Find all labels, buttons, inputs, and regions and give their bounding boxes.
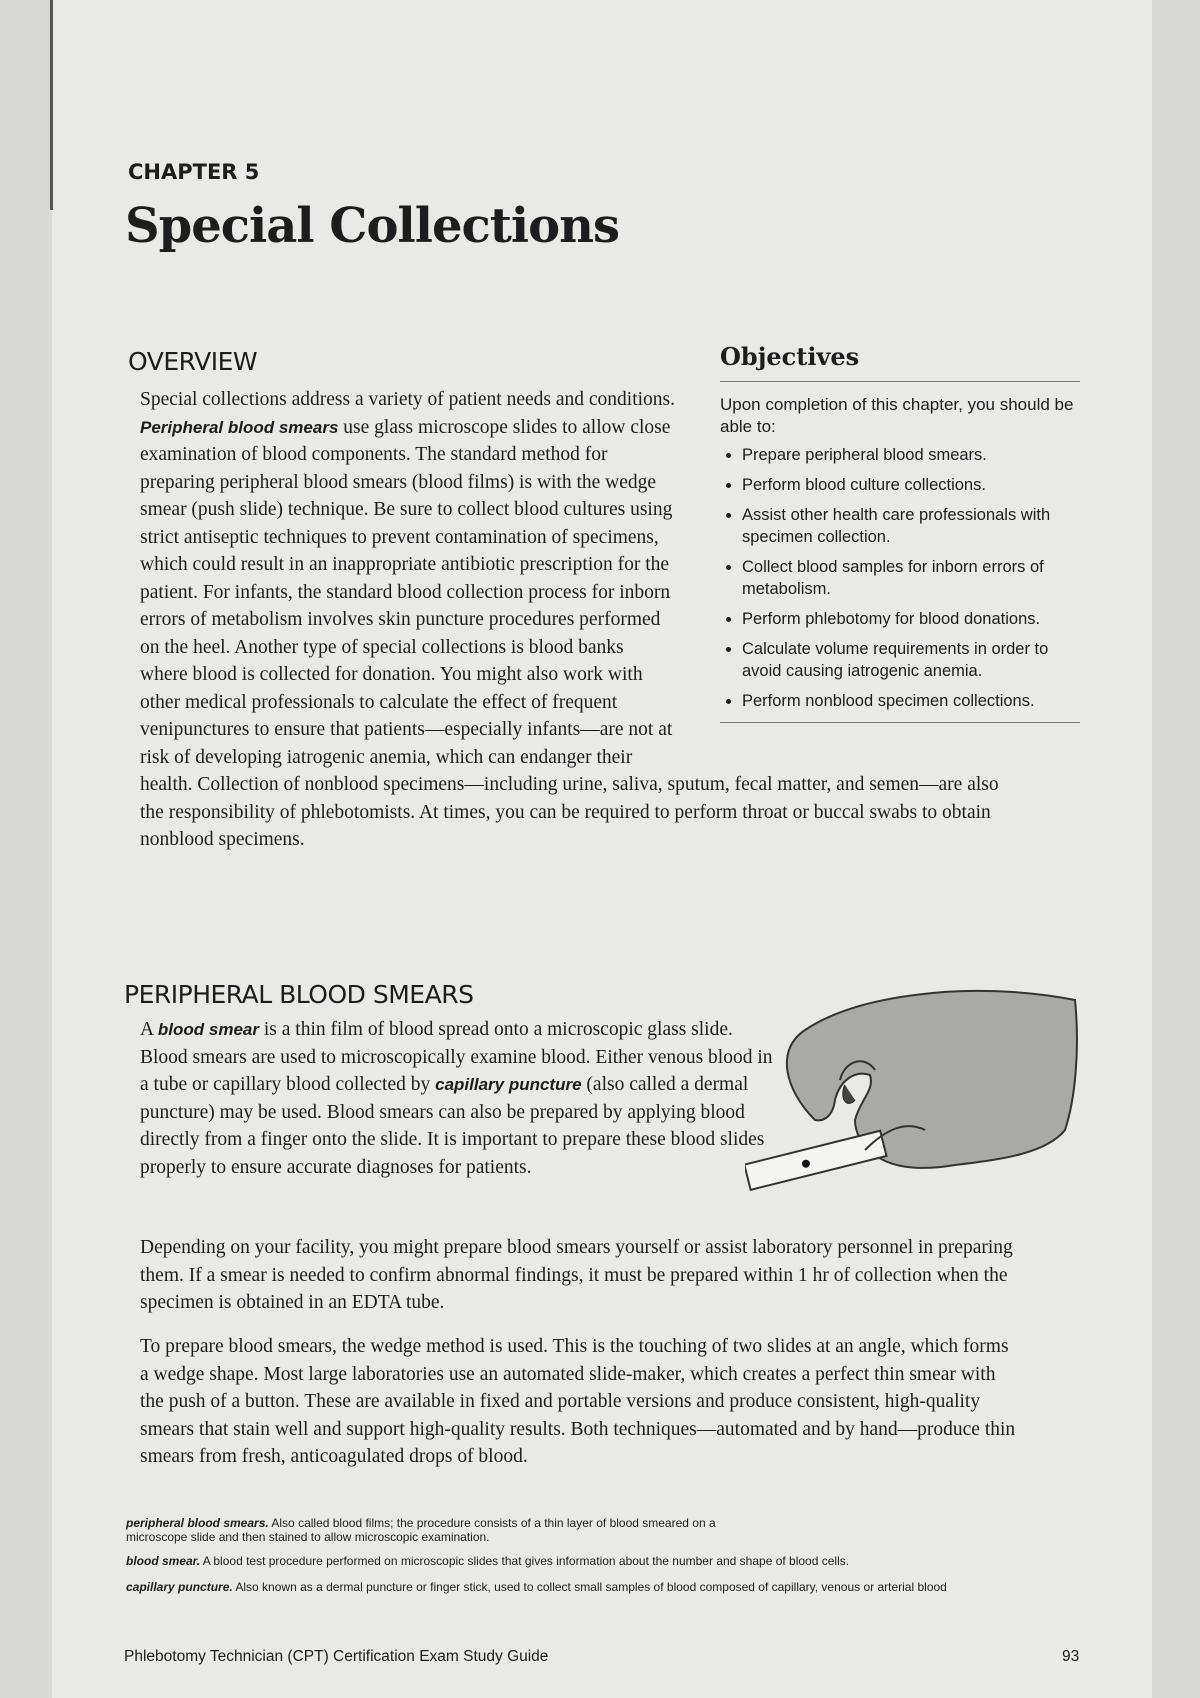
objectives-bottom-rule bbox=[720, 722, 1080, 723]
objectives-heading: Objectives bbox=[720, 342, 1080, 382]
objectives-box bbox=[720, 342, 1080, 723]
text: A bbox=[140, 1019, 158, 1040]
objective-item: • Perform blood culture collections. bbox=[742, 474, 1080, 496]
objective-item: • Calculate volume requirements in order to avoid causing iatrogenic anemia. bbox=[742, 638, 1080, 682]
objective-item: • Perform phlebotomy for blood donations. bbox=[742, 608, 1080, 630]
footnote-term: blood smear. bbox=[126, 1554, 201, 1568]
smears-paragraph-3: To prepare blood smears, the wedge method is used. This is the touching of two slides at an angle, which forms a wedge shape. Most large laboratories use an automated slide-maker, which creates a perfect thin smear with the push of a button. These are available in fixed and portable versions and produce consistent, high-quality smears that stain well and support high-quality results. Both techniques—automated and by hand—produce thin smears from fresh, anticoagulated drops of blood. bbox=[140, 1336, 1016, 1467]
objectives-intro: Upon completion of this chapter, you should be able to: bbox=[720, 395, 1074, 436]
term-peripheral-blood-smears: Peripheral blood smears bbox=[140, 417, 339, 437]
objective-item: • Assist other health care professionals with specimen collection. bbox=[742, 504, 1080, 548]
term-blood-smear: blood smear bbox=[157, 1020, 259, 1039]
overview-text: Special collections address a variety of patient needs and conditions. bbox=[140, 389, 676, 410]
smears-paragraph-1 bbox=[140, 1016, 780, 1181]
term-capillary-puncture: capillary puncture bbox=[435, 1075, 582, 1094]
gloved-hand-slide-illustration bbox=[745, 980, 1085, 1205]
smears-paragraph-2: Depending on your facility, you might prepare blood smears yourself or assist laboratory personnel in preparing them. If a smear is needed to confirm abnormal findings, it must be prepared within 1 hr of collection when the specimen is obtained in an EDTA tube. bbox=[140, 1237, 1013, 1313]
footnote-text: Also called blood films; the procedure consists of a thin layer of blood smeared on a microscope slide and then stained to allow microscopic examination. bbox=[126, 1516, 716, 1544]
footnote-term: peripheral blood smears. bbox=[126, 1516, 269, 1530]
page-number: 93 bbox=[1062, 1648, 1080, 1665]
smears-heading: PERIPHERAL BLOOD SMEARS bbox=[124, 980, 474, 1009]
footer-book-title: Phlebotomy Technician (CPT) Certification Exam Study Guide bbox=[124, 1648, 549, 1665]
objective-item: • Prepare peripheral blood smears. bbox=[742, 444, 1080, 466]
footnote bbox=[126, 1516, 716, 1544]
footnote bbox=[126, 1554, 1076, 1568]
footnote-term: capillary puncture. bbox=[126, 1580, 233, 1594]
overview-text: use glass microscope slides to allow close examination of blood components. The standard method for preparing peripheral blood smears (blood films) is with the wedge smear (push slide) technique. Be sure to collect blood cultures using strict antiseptic techniques to prevent contamination of specimens, which could result in an inappropriate antibiotic prescription for the patient. For infants, the standard blood collection process for inborn errors of metabolism involves skin puncture procedures performed on the heel. Another type of special collections is blood banks where blood is collected for donation. You might also work with other medical professionals to calculate the effect of frequent venipunctures to ensure that patients—especially infants—are not at risk of developing iatrogenic anemia, which can endanger their health. Collection of nonblood specimens—including urine, saliva, sputum, fecal matter, and semen—are also the responsibility of phlebotomists. At times, you can be required to perform throat or buccal swabs to obtain nonblood specimens. bbox=[140, 416, 999, 850]
chapter-label: CHAPTER 5 bbox=[128, 160, 260, 184]
text: (also called a dermal puncture) may be used. Blood smears can also be prepared by applying blood directly from a finger onto the slide. It is important to prepare these blood slides properly to ensure accurate diagnoses for patients. bbox=[140, 1074, 765, 1178]
footnote-text: Also known as a dermal puncture or finger stick, used to collect small samples of blood composed of capillary, venous or arterial blood bbox=[232, 1580, 947, 1594]
chapter-title: Special Collections bbox=[125, 198, 620, 254]
objective-item: • Perform nonblood specimen collections. bbox=[742, 690, 1080, 712]
objective-item: • Collect blood samples for inborn errors of metabolism. bbox=[742, 556, 1080, 600]
objectives-list bbox=[720, 444, 1080, 712]
scan-edge bbox=[50, 0, 53, 210]
text: is a thin film of blood spread onto a microscopic glass slide. Blood smears are used to microscopically examine blood. Either venous blood in a tube or capillary blood collected by bbox=[140, 1019, 773, 1095]
footnote bbox=[126, 1580, 1076, 1594]
footnote-text: A blood test procedure performed on microscopic slides that gives information about the number and shape of blood cells. bbox=[200, 1554, 850, 1568]
overview-heading: OVERVIEW bbox=[128, 347, 258, 376]
